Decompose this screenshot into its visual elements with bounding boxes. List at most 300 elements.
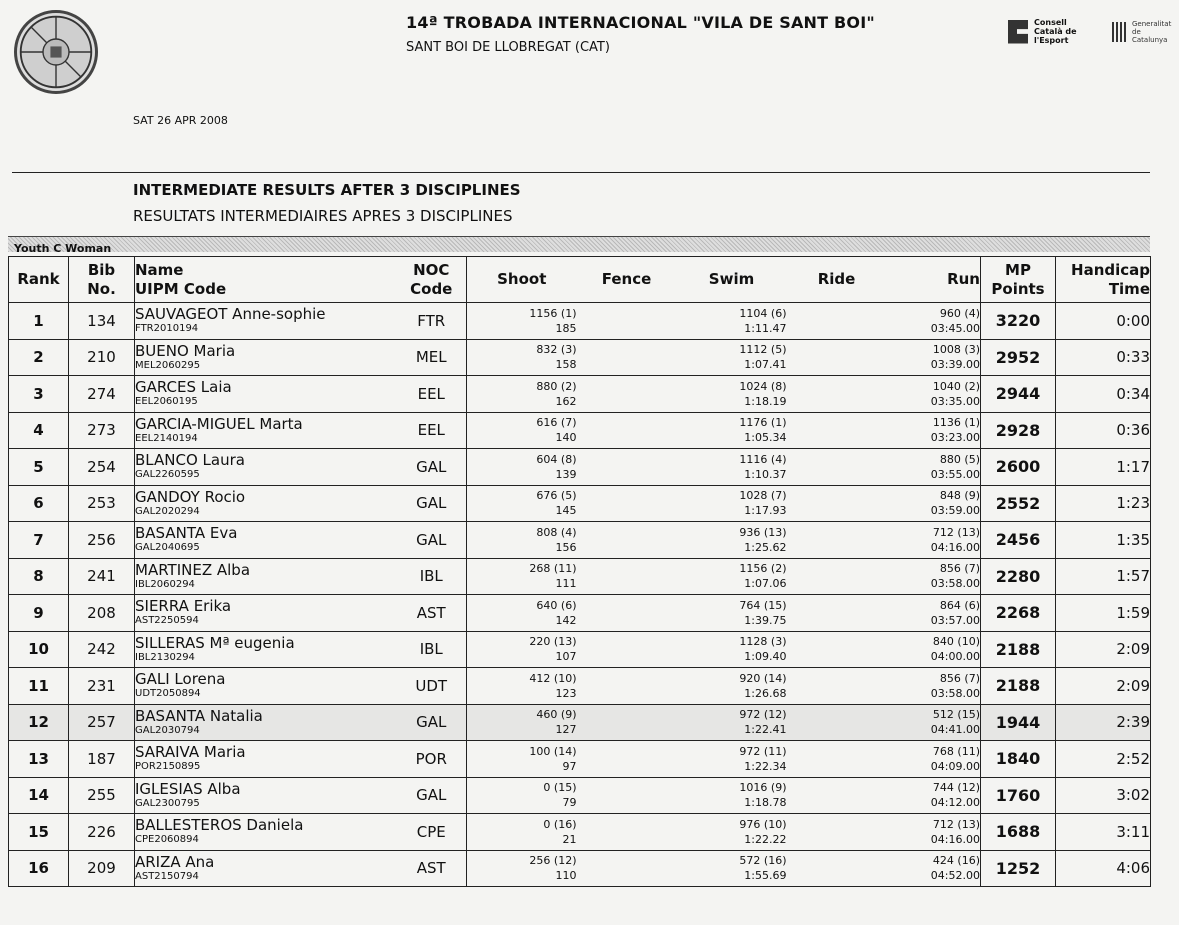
swim-points: 1116 (4) <box>739 452 787 466</box>
run-time: 04:41.00 <box>930 723 980 737</box>
name-cell <box>135 303 397 340</box>
table-row <box>9 777 1151 814</box>
run-cell <box>887 631 981 668</box>
noc-cell: GAL <box>397 485 467 522</box>
rank-cell: 4 <box>9 412 69 449</box>
ride-cell <box>787 376 887 413</box>
shoot-cell <box>467 668 577 705</box>
table-header-row <box>9 257 1151 303</box>
uipm-code: GAL2260595 <box>135 469 200 481</box>
shoot-score: 156 <box>555 540 577 554</box>
sponsor-consell-label: Consell Català de l'Esport <box>1034 18 1077 45</box>
run-time: 03:58.00 <box>930 686 980 700</box>
handicap-time-cell: 0:00 <box>1056 303 1151 340</box>
bib-cell: 187 <box>69 741 135 778</box>
ride-cell <box>787 449 887 486</box>
results-table <box>8 256 1151 887</box>
athlete-name: SIERRA Erika <box>135 597 232 616</box>
run-points: 1040 (2) <box>932 379 980 393</box>
col-ride: Ride <box>787 257 887 303</box>
shoot-points: 460 (9) <box>536 708 577 722</box>
ride-cell <box>787 777 887 814</box>
noc-cell: GAL <box>397 777 467 814</box>
rank-cell: 9 <box>9 595 69 632</box>
ride-cell <box>787 741 887 778</box>
ride-cell <box>787 850 887 887</box>
fence-cell <box>577 631 677 668</box>
noc-cell: EEL <box>397 376 467 413</box>
swim-cell <box>677 741 787 778</box>
rank-cell: 3 <box>9 376 69 413</box>
name-cell <box>135 376 397 413</box>
uipm-code: GAL2300795 <box>135 797 200 809</box>
col-rank: Rank <box>9 257 69 303</box>
shoot-cell <box>467 339 577 376</box>
fence-cell <box>577 741 677 778</box>
run-cell <box>887 485 981 522</box>
name-cell <box>135 850 397 887</box>
handicap-time-cell: 2:39 <box>1056 704 1151 741</box>
swim-cell <box>677 558 787 595</box>
athlete-name: SARAIVA Maria <box>135 743 246 762</box>
col-noc: NOC Code <box>397 257 467 303</box>
run-cell <box>887 412 981 449</box>
mp-points-cell: 2280 <box>981 558 1056 595</box>
mp-points-cell: 2928 <box>981 412 1056 449</box>
swim-cell <box>677 850 787 887</box>
bib-cell: 210 <box>69 339 135 376</box>
swim-time: 1:39.75 <box>744 613 787 627</box>
shoot-points: 1156 (1) <box>529 306 577 320</box>
col-fence: Fence <box>577 257 677 303</box>
bib-cell: 242 <box>69 631 135 668</box>
uipm-code: FTR2010194 <box>135 323 199 335</box>
run-cell <box>887 595 981 632</box>
athlete-name: SILLERAS Mª eugenia <box>135 633 295 652</box>
shoot-points: 604 (8) <box>536 452 577 466</box>
bib-cell: 257 <box>69 704 135 741</box>
run-points: 856 (7) <box>939 671 980 685</box>
athlete-name: IGLESIAS Alba <box>135 779 241 798</box>
table-row <box>9 339 1151 376</box>
handicap-time-cell: 2:52 <box>1056 741 1151 778</box>
uipm-code: CPE2060894 <box>135 834 199 846</box>
event-date: SAT 26 APR 2008 <box>133 114 228 127</box>
bib-cell: 274 <box>69 376 135 413</box>
handicap-time-cell: 3:11 <box>1056 814 1151 851</box>
shoot-score: 145 <box>555 504 577 518</box>
col-run: Run <box>887 257 981 303</box>
bib-cell: 255 <box>69 777 135 814</box>
shoot-cell <box>467 558 577 595</box>
col-handicap-time: Handicap Time <box>1056 257 1151 303</box>
table-row <box>9 595 1151 632</box>
uipm-code: GAL2040695 <box>135 542 200 554</box>
handicap-time-cell: 2:09 <box>1056 668 1151 705</box>
mp-points-cell: 1688 <box>981 814 1056 851</box>
shoot-points: 256 (12) <box>529 854 577 868</box>
name-cell <box>135 522 397 559</box>
shoot-points: 268 (11) <box>529 562 577 576</box>
table-row <box>9 303 1151 340</box>
swim-points: 936 (13) <box>739 525 787 539</box>
mp-points-cell: 2552 <box>981 485 1056 522</box>
col-bib: Bib No. <box>69 257 135 303</box>
run-cell <box>887 704 981 741</box>
table-row <box>9 376 1151 413</box>
noc-cell: AST <box>397 850 467 887</box>
shoot-points: 676 (5) <box>536 489 577 503</box>
swim-points: 1016 (9) <box>739 781 787 795</box>
swim-time: 1:09.40 <box>744 650 787 664</box>
name-cell <box>135 777 397 814</box>
athlete-name: ARIZA Ana <box>135 852 215 871</box>
shoot-score: 123 <box>555 686 577 700</box>
ride-cell <box>787 814 887 851</box>
run-points: 424 (16) <box>932 854 980 868</box>
run-time: 04:00.00 <box>930 650 980 664</box>
swim-points: 1112 (5) <box>739 343 787 357</box>
generalitat-logo-icon <box>1112 22 1126 42</box>
name-cell <box>135 668 397 705</box>
run-points: 744 (12) <box>932 781 980 795</box>
name-cell <box>135 485 397 522</box>
run-cell <box>887 668 981 705</box>
swim-cell <box>677 631 787 668</box>
rank-cell: 15 <box>9 814 69 851</box>
col-name: Name UIPM Code <box>135 257 397 303</box>
swim-points: 976 (10) <box>739 817 787 831</box>
shoot-cell <box>467 777 577 814</box>
run-time: 04:09.00 <box>930 759 980 773</box>
mp-points-cell: 2952 <box>981 339 1056 376</box>
swim-time: 1:25.62 <box>744 540 787 554</box>
run-cell <box>887 376 981 413</box>
handicap-time-cell: 1:59 <box>1056 595 1151 632</box>
athlete-name: GARCES Laia <box>135 378 232 397</box>
section-subtitle: RESULTATS INTERMEDIAIRES APRES 3 DISCIPLINES <box>133 207 513 225</box>
mp-points-cell: 2188 <box>981 668 1056 705</box>
shoot-score: 139 <box>555 467 577 481</box>
rank-cell: 16 <box>9 850 69 887</box>
swim-time: 1:07.06 <box>744 577 787 591</box>
shoot-points: 0 (15) <box>543 781 577 795</box>
athlete-name: GALI Lorena <box>135 670 226 689</box>
shoot-cell <box>467 412 577 449</box>
swim-cell <box>677 668 787 705</box>
name-cell <box>135 558 397 595</box>
shoot-cell <box>467 741 577 778</box>
ride-cell <box>787 412 887 449</box>
athlete-name: MARTINEZ Alba <box>135 560 251 579</box>
run-time: 03:55.00 <box>930 467 980 481</box>
ride-cell <box>787 631 887 668</box>
fence-cell <box>577 485 677 522</box>
table-row <box>9 631 1151 668</box>
col-shoot: Shoot <box>467 257 577 303</box>
shoot-points: 412 (10) <box>529 671 577 685</box>
mp-points-cell: 1944 <box>981 704 1056 741</box>
mp-points-cell: 1840 <box>981 741 1056 778</box>
rank-cell: 10 <box>9 631 69 668</box>
noc-cell: IBL <box>397 558 467 595</box>
swim-cell <box>677 595 787 632</box>
run-points: 712 (13) <box>932 817 980 831</box>
bib-cell: 256 <box>69 522 135 559</box>
mp-points-cell: 2268 <box>981 595 1056 632</box>
handicap-time-cell: 0:36 <box>1056 412 1151 449</box>
name-cell <box>135 631 397 668</box>
swim-cell <box>677 303 787 340</box>
shoot-score: 21 <box>562 832 577 846</box>
swim-cell <box>677 522 787 559</box>
noc-cell: AST <box>397 595 467 632</box>
athlete-name: BUENO Maria <box>135 341 236 360</box>
run-cell <box>887 777 981 814</box>
uipm-code: IBL2060294 <box>135 578 195 590</box>
handicap-time-cell: 1:57 <box>1056 558 1151 595</box>
name-cell <box>135 339 397 376</box>
swim-points: 1104 (6) <box>739 306 787 320</box>
run-time: 03:45.00 <box>930 321 980 335</box>
run-cell <box>887 303 981 340</box>
noc-cell: POR <box>397 741 467 778</box>
name-cell <box>135 704 397 741</box>
handicap-time-cell: 1:17 <box>1056 449 1151 486</box>
rank-cell: 12 <box>9 704 69 741</box>
noc-cell: GAL <box>397 449 467 486</box>
mp-points-cell: 2944 <box>981 376 1056 413</box>
table-row <box>9 412 1151 449</box>
uipm-code: MEL2060295 <box>135 359 201 371</box>
handicap-time-cell: 2:09 <box>1056 631 1151 668</box>
ride-cell <box>787 522 887 559</box>
name-cell <box>135 595 397 632</box>
name-cell <box>135 741 397 778</box>
handicap-time-cell: 0:34 <box>1056 376 1151 413</box>
run-points: 512 (15) <box>932 708 980 722</box>
rank-cell: 13 <box>9 741 69 778</box>
fence-cell <box>577 850 677 887</box>
rank-cell: 7 <box>9 522 69 559</box>
section-title: INTERMEDIATE RESULTS AFTER 3 DISCIPLINES <box>133 181 521 199</box>
fence-cell <box>577 376 677 413</box>
swim-time: 1:18.78 <box>744 796 787 810</box>
swim-cell <box>677 485 787 522</box>
fence-cell <box>577 595 677 632</box>
ride-cell <box>787 485 887 522</box>
noc-cell: FTR <box>397 303 467 340</box>
run-points: 848 (9) <box>939 489 980 503</box>
uipm-code: EEL2140194 <box>135 432 198 444</box>
run-time: 03:58.00 <box>930 577 980 591</box>
name-cell <box>135 412 397 449</box>
run-time: 03:35.00 <box>930 394 980 408</box>
uipm-code: AST2250594 <box>135 615 199 627</box>
run-cell <box>887 850 981 887</box>
ride-cell <box>787 303 887 340</box>
swim-points: 972 (12) <box>739 708 787 722</box>
uipm-code: AST2150794 <box>135 870 199 882</box>
shoot-score: 142 <box>555 613 577 627</box>
athlete-name: BLANCO Laura <box>135 451 245 470</box>
shoot-score: 185 <box>555 321 577 335</box>
swim-points: 1156 (2) <box>739 562 787 576</box>
run-points: 712 (13) <box>932 525 980 539</box>
swim-points: 1176 (1) <box>739 416 787 430</box>
run-points: 840 (10) <box>932 635 980 649</box>
mp-points-cell: 2456 <box>981 522 1056 559</box>
ride-cell <box>787 704 887 741</box>
uipm-code: UDT2050894 <box>135 688 201 700</box>
shoot-score: 127 <box>555 723 577 737</box>
shoot-points: 100 (14) <box>529 744 577 758</box>
rank-cell: 2 <box>9 339 69 376</box>
run-time: 03:57.00 <box>930 613 980 627</box>
table-row <box>9 850 1151 887</box>
swim-cell <box>677 704 787 741</box>
name-cell <box>135 814 397 851</box>
swim-cell <box>677 376 787 413</box>
mp-points-cell: 1760 <box>981 777 1056 814</box>
ride-cell <box>787 339 887 376</box>
run-cell <box>887 339 981 376</box>
uipm-code: GAL2030794 <box>135 724 200 736</box>
shoot-points: 808 (4) <box>536 525 577 539</box>
table-row <box>9 741 1151 778</box>
handicap-time-cell: 3:02 <box>1056 777 1151 814</box>
shoot-cell <box>467 595 577 632</box>
shoot-cell <box>467 303 577 340</box>
uipm-code: GAL2020294 <box>135 505 200 517</box>
fence-cell <box>577 777 677 814</box>
shoot-score: 79 <box>562 796 577 810</box>
table-row <box>9 522 1151 559</box>
fence-cell <box>577 412 677 449</box>
swim-cell <box>677 814 787 851</box>
shoot-points: 832 (3) <box>536 343 577 357</box>
bib-cell: 231 <box>69 668 135 705</box>
swim-time: 1:11.47 <box>744 321 787 335</box>
run-cell <box>887 558 981 595</box>
shoot-points: 640 (6) <box>536 598 577 612</box>
run-points: 960 (4) <box>939 306 980 320</box>
fence-cell <box>577 303 677 340</box>
swim-time: 1:10.37 <box>744 467 787 481</box>
event-title: 14ª TROBADA INTERNACIONAL "VILA DE SANT BOI" <box>406 13 875 32</box>
shoot-score: 162 <box>555 394 577 408</box>
swim-points: 1028 (7) <box>739 489 787 503</box>
ride-cell <box>787 558 887 595</box>
shoot-score: 158 <box>555 358 577 372</box>
noc-cell: GAL <box>397 704 467 741</box>
header-divider <box>12 172 1150 173</box>
noc-cell: UDT <box>397 668 467 705</box>
ride-cell <box>787 668 887 705</box>
swim-time: 1:18.19 <box>744 394 787 408</box>
swim-points: 764 (15) <box>739 598 787 612</box>
athlete-name: GARCIA-MIGUEL Marta <box>135 414 303 433</box>
run-points: 768 (11) <box>932 744 980 758</box>
shoot-cell <box>467 522 577 559</box>
noc-cell: CPE <box>397 814 467 851</box>
mp-points-cell: 2600 <box>981 449 1056 486</box>
bib-cell: 209 <box>69 850 135 887</box>
shoot-cell <box>467 814 577 851</box>
fence-cell <box>577 704 677 741</box>
swim-time: 1:22.22 <box>744 832 787 846</box>
shoot-cell <box>467 376 577 413</box>
rank-cell: 8 <box>9 558 69 595</box>
bib-cell: 208 <box>69 595 135 632</box>
athlete-name: BASANTA Eva <box>135 524 238 543</box>
shoot-score: 110 <box>555 869 577 883</box>
name-cell <box>135 449 397 486</box>
run-cell <box>887 814 981 851</box>
col-mp-points: MP Points <box>981 257 1056 303</box>
shoot-cell <box>467 850 577 887</box>
noc-cell: GAL <box>397 522 467 559</box>
table-row <box>9 668 1151 705</box>
run-points: 856 (7) <box>939 562 980 576</box>
swim-cell <box>677 412 787 449</box>
shoot-points: 0 (16) <box>543 817 577 831</box>
event-logo-emblem <box>17 13 95 91</box>
table-row <box>9 558 1151 595</box>
shoot-cell <box>467 485 577 522</box>
noc-cell: MEL <box>397 339 467 376</box>
swim-cell <box>677 449 787 486</box>
fence-cell <box>577 558 677 595</box>
shoot-score: 111 <box>555 577 577 591</box>
handicap-time-cell: 1:35 <box>1056 522 1151 559</box>
swim-points: 1128 (3) <box>739 635 787 649</box>
table-row <box>9 449 1151 486</box>
run-cell <box>887 449 981 486</box>
shoot-points: 616 (7) <box>536 416 577 430</box>
bib-cell: 226 <box>69 814 135 851</box>
consell-logo-icon <box>1008 20 1028 44</box>
run-points: 880 (5) <box>939 452 980 466</box>
fence-cell <box>577 339 677 376</box>
run-time: 04:12.00 <box>930 796 980 810</box>
rank-cell: 5 <box>9 449 69 486</box>
shoot-points: 880 (2) <box>536 379 577 393</box>
shoot-cell <box>467 631 577 668</box>
mp-points-cell: 3220 <box>981 303 1056 340</box>
mp-points-cell: 1252 <box>981 850 1056 887</box>
swim-cell <box>677 777 787 814</box>
swim-points: 1024 (8) <box>739 379 787 393</box>
handicap-time-cell: 4:06 <box>1056 850 1151 887</box>
rank-cell: 1 <box>9 303 69 340</box>
run-time: 03:23.00 <box>930 431 980 445</box>
fence-cell <box>577 814 677 851</box>
fence-cell <box>577 449 677 486</box>
category-bar <box>8 236 1150 255</box>
swim-time: 1:05.34 <box>744 431 787 445</box>
shoot-score: 97 <box>562 759 577 773</box>
run-time: 04:52.00 <box>930 869 980 883</box>
rank-cell: 11 <box>9 668 69 705</box>
noc-cell: EEL <box>397 412 467 449</box>
bib-cell: 241 <box>69 558 135 595</box>
swim-time: 1:55.69 <box>744 869 787 883</box>
table-row <box>9 485 1151 522</box>
shoot-points: 220 (13) <box>529 635 577 649</box>
swim-cell <box>677 339 787 376</box>
swim-time: 1:26.68 <box>744 686 787 700</box>
